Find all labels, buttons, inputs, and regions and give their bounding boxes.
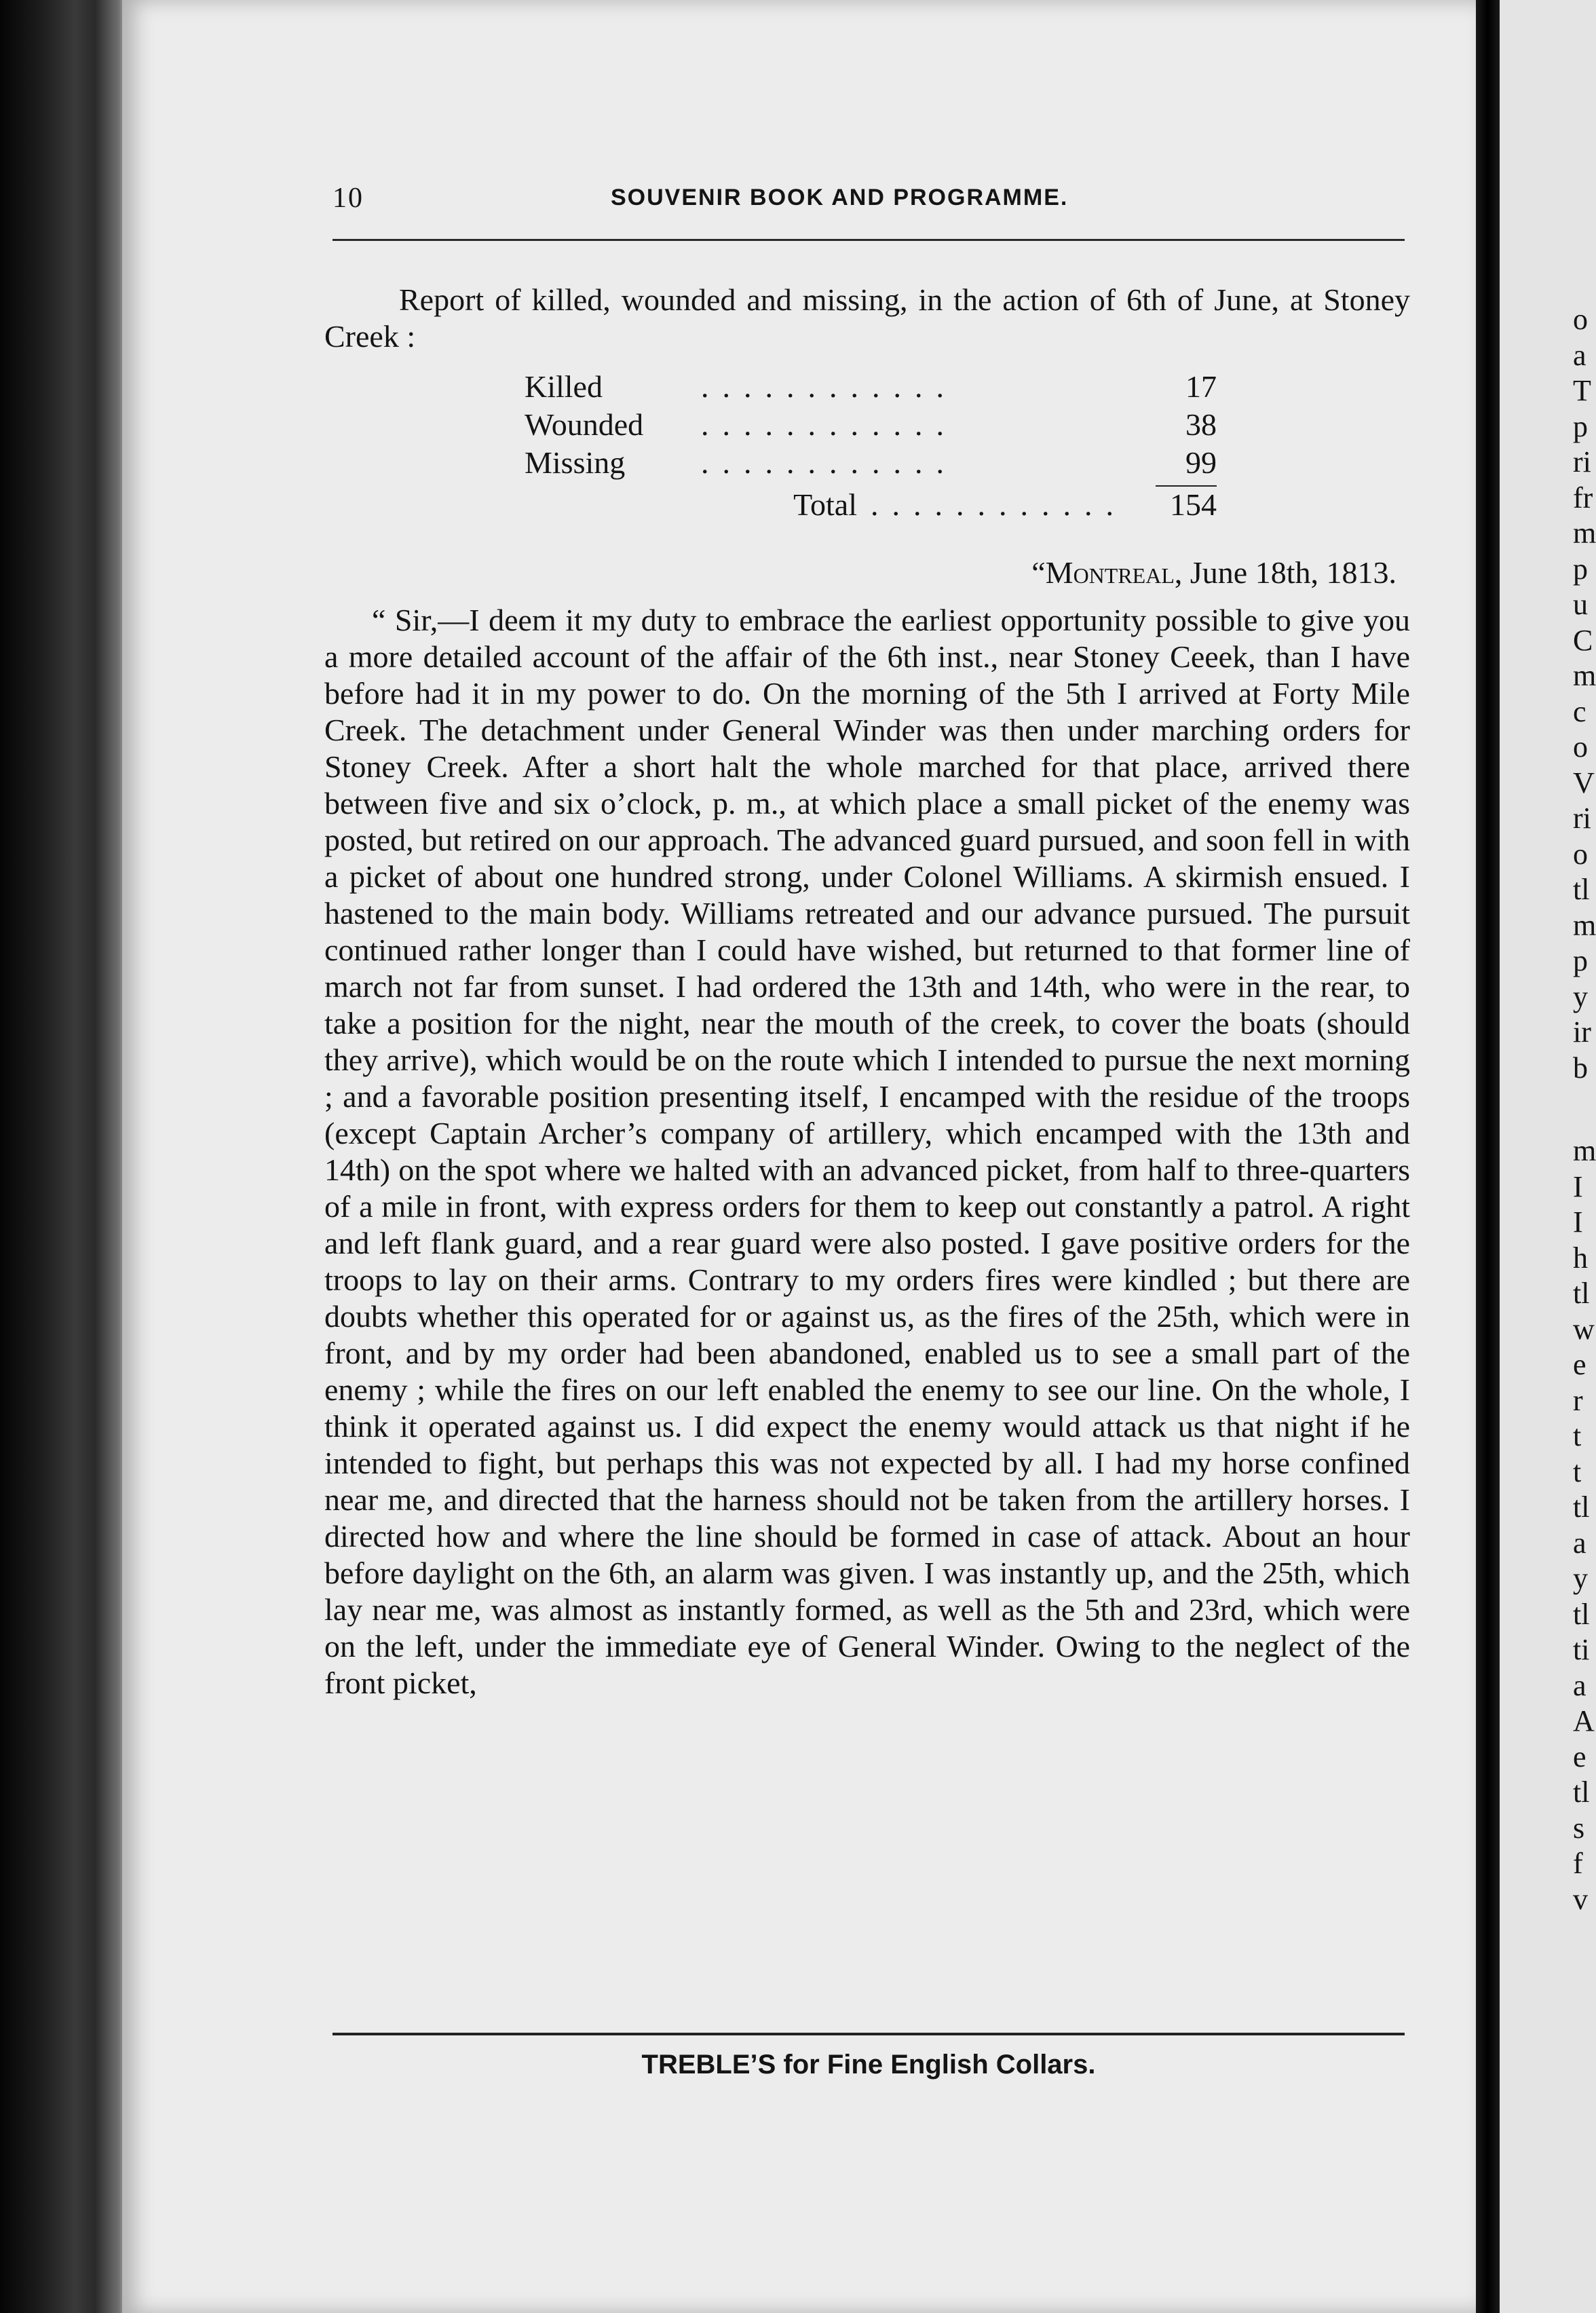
- book-spine: [1476, 0, 1500, 2313]
- page-header: [332, 176, 1405, 224]
- next-page-fragment: e: [1573, 1348, 1586, 1381]
- casualty-label: Killed: [525, 369, 603, 404]
- next-page-fragment: I: [1573, 1169, 1583, 1203]
- letter-dateline: [324, 554, 1410, 591]
- next-page-fragment: I: [1573, 1205, 1583, 1239]
- next-page-fragment: ri: [1573, 445, 1591, 478]
- casualty-total-row: [525, 487, 1217, 530]
- next-page-fragment: ti: [1573, 1633, 1590, 1666]
- next-page-fragment: C: [1573, 623, 1593, 657]
- next-page-fragment: tl: [1573, 1490, 1590, 1524]
- next-page-fragment: m: [1573, 516, 1596, 550]
- next-page-fragment: w: [1573, 1312, 1595, 1346]
- next-page-fragment: b: [1573, 1051, 1588, 1085]
- casualty-value: 17: [1185, 369, 1217, 404]
- next-page-fragment: o: [1573, 837, 1588, 871]
- dateline-place: “Montreal,: [1031, 555, 1183, 590]
- footer-rule: [332, 2033, 1405, 2035]
- next-page-fragment: tl: [1573, 1597, 1590, 1631]
- next-page-fragment: t: [1573, 1454, 1582, 1488]
- leader-dots: ............: [871, 487, 1127, 522]
- casualty-row-killed: [525, 369, 1217, 407]
- casualty-row-wounded: [525, 407, 1217, 445]
- next-page-fragment: tl: [1573, 873, 1590, 906]
- total-label: Total: [793, 487, 857, 522]
- casualty-value: 99: [1185, 445, 1217, 480]
- leader-dots: ............: [701, 407, 957, 442]
- next-page-fragment: m: [1573, 659, 1596, 692]
- header-rule: [332, 239, 1405, 241]
- next-page-fragment: m: [1573, 908, 1596, 942]
- casualty-label: Missing: [525, 445, 626, 480]
- next-page-fragment: r: [1573, 1383, 1583, 1417]
- casualty-row-missing: [525, 445, 1217, 483]
- book-gutter-left: [0, 0, 129, 2313]
- casualty-table: [525, 369, 1217, 487]
- next-page-fragment: ri: [1573, 802, 1591, 835]
- next-page-fragment: f: [1573, 1847, 1583, 1880]
- next-page-fragment: o: [1573, 730, 1588, 764]
- next-page-fragment: tl: [1573, 1775, 1590, 1809]
- next-page-fragment: o: [1573, 303, 1588, 336]
- body-text: [324, 282, 1410, 1701]
- leader-dots: ............: [701, 445, 957, 480]
- next-page-fragment: tl: [1573, 1277, 1590, 1310]
- next-page-fragment: p: [1573, 944, 1588, 977]
- next-page-fragment: a: [1573, 338, 1586, 372]
- next-page-fragment: y: [1573, 979, 1588, 1013]
- next-page-fragment: u: [1573, 588, 1588, 621]
- next-page-fragment: h: [1573, 1241, 1588, 1275]
- next-page-fragment: fr: [1573, 481, 1593, 514]
- next-page-fragment: a: [1573, 1526, 1586, 1560]
- running-title: SOUVENIR BOOK AND PROGRAMME.: [611, 185, 1069, 210]
- report-intro: Report of killed, wounded and missing, in the action of 6th of June, at Stoney Creek :: [324, 282, 1410, 354]
- footer-advertisement: TREBLE’S for Fine English Collars.: [641, 2050, 1096, 2080]
- next-page-fragment: A: [1573, 1704, 1595, 1737]
- next-page-fragment: e: [1573, 1740, 1586, 1773]
- page-number: 10: [332, 183, 364, 214]
- letter-body: “ Sir,—I deem it my duty to embrace the earliest opportunity possible to give you a more detailed account of the affair of the 6th inst., near Stoney Ceeek, than I have before had it in my power to do. On the morning of the 5th I arrived at Forty Mile Creek. The detachment under General Winder was then under marching orders for Stoney Creek. After a short halt the whole marched for that place, arrived there between five and six o’clock, p. m., at which place a small picket of the enemy was posted, but retired on our approach. The advanced guard pursued, and soon fell in with a picket of about one hundred strong, under Colonel Williams. A skirmish ensued. I hastened to the main body. Williams retreated and our advance pursued. The pursuit continued rather longer than I could have wished, but returned to that former line of march not far from sunset. I had ordered the 13th and 14th, who were in the rear, to take a position for the night, near the mouth of the creek, to cover the boats (should they arrive), which would be on the route which I intended to pursue the next morning ; and a favorable position presenting itself, I encamped with the residue of the troops (except Captain Archer’s company of artillery, which encamped with the 13th and 14th) on the spot where we halted with an advanced picket, from half to three-quarters of a mile in front, with express orders for them to keep out constantly a patrol. A right and left flank guard, and a rear guard were also posted. I gave positive orders for the troops to lay on their arms. Contrary to my orders fires were kindled ; but there are doubts whether this operated for or against us, as the fires of the 25th, which were in front, and by my order had been abandoned, enabled us to see a small part of the enemy ; while the fires on our left enabled the enemy to see our line. On the whole, I think it operated against us. I did expect the enemy would attack us that night if he intended to fight, but perhaps this was not expected by all. I had my horse confined near me, and directed that the harness should not be taken from the artillery horses. I directed how and where the line should be formed in case of attack. About an hour before daylight on the 6th, an alarm was given. I was instantly up, and the 25th, which lay near me, was almost as instantly formed, as well as the 5th and 23rd, which were on the left, under the immediate eye of General Winder. Owing to the neglect of the front picket,: [324, 603, 1410, 1700]
- next-page-fragment: c: [1573, 694, 1586, 728]
- dateline-date: June 18th, 1813.: [1190, 555, 1396, 590]
- next-page-fragment: s: [1573, 1811, 1585, 1845]
- next-page-fragment: v: [1573, 1882, 1588, 1916]
- next-page-fragment: m: [1573, 1134, 1596, 1167]
- leader-dots: ............: [701, 369, 957, 404]
- next-page-fragment: a: [1573, 1668, 1586, 1702]
- next-page-fragment: y: [1573, 1562, 1588, 1595]
- next-page-fragment: p: [1573, 552, 1588, 586]
- next-page-fragment: p: [1573, 409, 1588, 443]
- next-page-fragment: ir: [1573, 1015, 1591, 1049]
- casualty-label: Wounded: [525, 407, 644, 442]
- next-page-fragment: V: [1573, 766, 1595, 800]
- next-page-fragment: t: [1573, 1419, 1582, 1452]
- total-value: 154: [1170, 487, 1217, 522]
- next-page-fragment: T: [1573, 374, 1591, 407]
- casualty-value: 38: [1185, 407, 1217, 442]
